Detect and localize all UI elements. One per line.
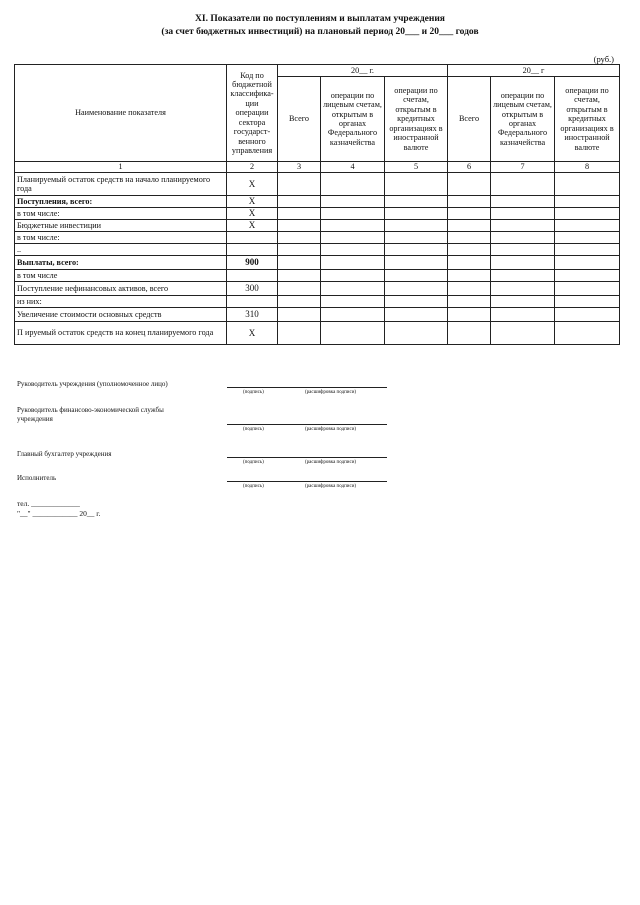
value-cell [278,208,321,220]
column-number-row [15,162,620,173]
value-cell [491,282,555,296]
value-cell [448,196,491,208]
row-label: Выплаты, всего: [15,256,227,270]
value-cell [555,208,620,220]
signature-block-accountant [17,450,397,470]
column-number: 7 [491,162,555,173]
row-code [227,270,278,282]
table-row [15,256,620,270]
value-cell [491,308,555,322]
value-cell [491,322,555,345]
value-cell [491,173,555,196]
value-cell [555,256,620,270]
signature-name-caption: (расшифровка подписи) [305,390,357,395]
row-code: 300 [227,282,278,296]
header-op-personal-1: операции по лицевым счетам, открытым в органах Федерального казначейства [321,77,385,162]
signature-line [227,457,387,458]
value-cell [321,296,385,308]
value-cell [448,173,491,196]
row-label: в том числе [15,270,227,282]
header-year-2: 20__ г [448,65,620,77]
table-row [15,322,620,345]
value-cell [278,322,321,345]
value-cell [278,196,321,208]
column-number: 3 [278,162,321,173]
table-row [15,220,620,232]
column-number: 5 [385,162,448,173]
value-cell [448,244,491,256]
table-row [15,232,620,244]
value-cell [321,220,385,232]
value-cell [448,308,491,322]
value-cell [555,196,620,208]
value-cell [385,256,448,270]
table-row [15,282,620,296]
value-cell [278,282,321,296]
header-op-foreign-1: операции по счетам, открытым в кредитных организациях в иностранной валюте [385,77,448,162]
signature-block-executor [17,474,397,494]
value-cell [321,244,385,256]
value-cell [385,270,448,282]
value-cell [491,270,555,282]
row-code: X [227,173,278,196]
signature-caption: (подпись) [243,460,264,465]
signature-line [227,481,387,482]
signature-label: Руководитель учреждения (уполномоченное лицо) [17,380,168,388]
value-cell [385,220,448,232]
value-cell [491,220,555,232]
column-number: 2 [227,162,278,173]
signature-caption: (подпись) [243,484,264,489]
phone-field: тел. _____________ [17,499,80,508]
currency-unit: (руб.) [593,54,614,64]
row-code [227,244,278,256]
table-row [15,173,620,196]
row-label: Бюджетные инвестиции [15,220,227,232]
row-label: .. [15,244,227,256]
value-cell [278,308,321,322]
value-cell [555,282,620,296]
value-cell [448,322,491,345]
value-cell [321,173,385,196]
signature-name-caption: (расшифровка подписи) [305,460,357,465]
value-cell [491,196,555,208]
row-code: X [227,208,278,220]
document-subtitle: (за счет бюджетных инвестиций) на плановый период 20___ и 20___ годов [161,27,479,37]
value-cell [491,256,555,270]
signature-name-caption: (расшифровка подписи) [305,484,357,489]
row-label: в том числе: [15,208,227,220]
value-cell [321,208,385,220]
value-cell [491,208,555,220]
table-row [15,208,620,220]
row-code: X [227,322,278,345]
signature-name-caption: (расшифровка подписи) [305,427,357,432]
header-year-1: 20__ г. [278,65,448,77]
row-label: Поступления, всего: [15,196,227,208]
row-label: в том числе: [15,232,227,244]
signature-caption: (подпись) [243,390,264,395]
value-cell [278,232,321,244]
column-number: 1 [15,162,227,173]
date-field: "__" ____________ 20__ г. [17,509,101,518]
value-cell [448,220,491,232]
header-indicator-name: Наименование показателя [15,65,227,162]
value-cell [491,296,555,308]
table-row [15,244,620,256]
value-cell [555,270,620,282]
row-label: из них: [15,296,227,308]
column-number: 4 [321,162,385,173]
value-cell [555,173,620,196]
signature-block-finance [17,406,397,434]
value-cell [491,244,555,256]
value-cell [321,282,385,296]
value-cell [278,220,321,232]
value-cell [448,208,491,220]
value-cell [448,296,491,308]
signature-line [227,424,387,425]
value-cell [321,256,385,270]
table-row [15,196,620,208]
header-op-personal-2: операции по лицевым счетам, открытым в органах Федерального казначейства [491,77,555,162]
column-number: 8 [555,162,620,173]
value-cell [321,308,385,322]
row-code: 310 [227,308,278,322]
header-total-2: Всего [448,77,491,162]
value-cell [278,173,321,196]
value-cell [448,256,491,270]
value-cell [385,244,448,256]
value-cell [555,308,620,322]
value-cell [385,173,448,196]
header-total-1: Всего [278,77,321,162]
value-cell [555,296,620,308]
signature-label: Руководитель финансово-экономической службы учреждения [17,406,164,423]
row-code [227,296,278,308]
value-cell [385,296,448,308]
row-label: Поступление нефинансовых активов, всего [15,282,227,296]
row-code: X [227,220,278,232]
value-cell [491,232,555,244]
header-op-foreign-2: операции по счетам, открытым в кредитных организациях в иностранной валюте [555,77,620,162]
value-cell [278,256,321,270]
row-label: П ируемый остаток средств на конец планируемого года [15,322,227,345]
column-number: 6 [448,162,491,173]
row-label: Увеличение стоимости основных средств [15,308,227,322]
value-cell [278,270,321,282]
signature-label: Исполнитель [17,474,57,482]
row-code: X [227,196,278,208]
value-cell [555,322,620,345]
value-cell [385,322,448,345]
signature-line [227,387,387,388]
row-code [227,232,278,244]
value-cell [448,232,491,244]
value-cell [385,208,448,220]
value-cell [448,270,491,282]
value-cell [278,244,321,256]
value-cell [385,282,448,296]
value-cell [385,232,448,244]
value-cell [448,282,491,296]
table-row [15,296,620,308]
value-cell [321,232,385,244]
value-cell [555,220,620,232]
value-cell [385,196,448,208]
value-cell [555,232,620,244]
indicators-table [14,64,620,345]
value-cell [321,270,385,282]
value-cell [555,244,620,256]
signature-block-head [17,380,397,400]
signature-caption: (подпись) [243,427,264,432]
document-title: XI. Показатели по поступлениям и выплатам учреждения [195,14,445,24]
value-cell [321,196,385,208]
header-budget-code: Код по бюджетной классифика-ции операции сектора государст-венного управления [227,65,278,162]
table-row [15,308,620,322]
row-code: 900 [227,256,278,270]
table-row [15,270,620,282]
signature-label: Главный бухгалтер учреждения [17,450,112,458]
value-cell [385,308,448,322]
value-cell [321,322,385,345]
row-label: Планируемый остаток средств на начало планируемого года [15,173,227,196]
value-cell [278,296,321,308]
